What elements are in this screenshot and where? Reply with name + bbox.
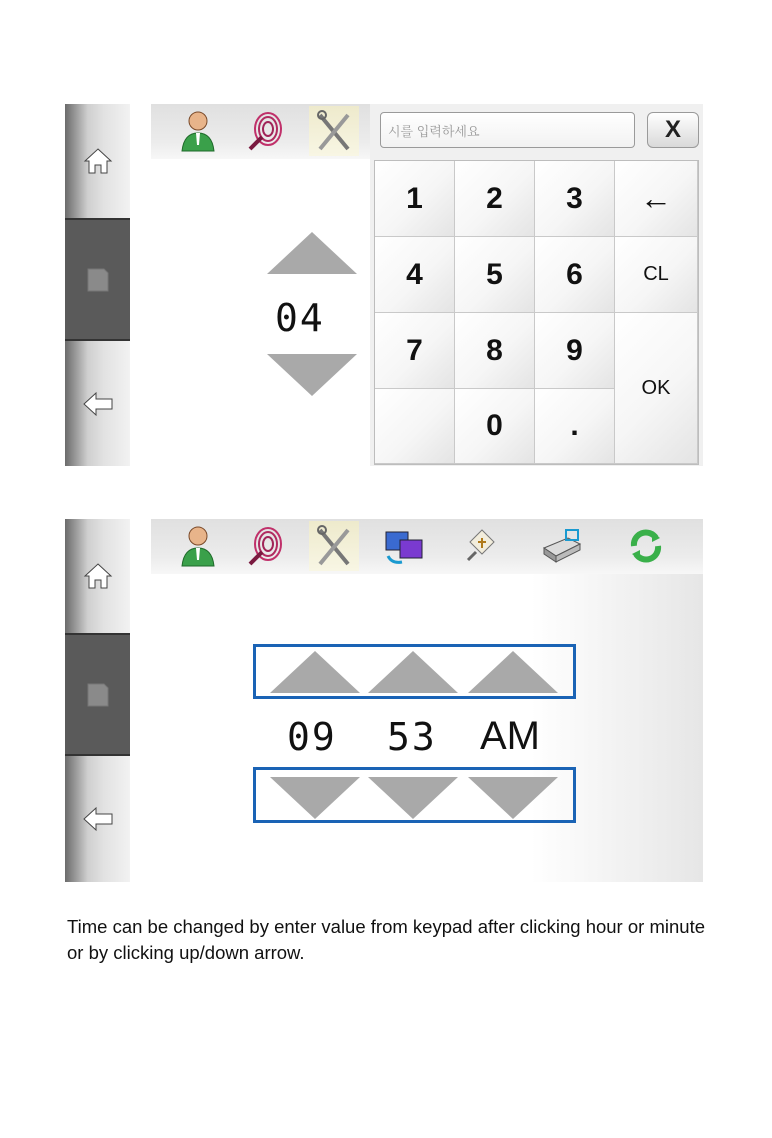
refresh-icon — [626, 526, 666, 566]
sidebar — [65, 104, 130, 466]
home-button[interactable] — [65, 104, 130, 218]
key-6[interactable]: 6 — [535, 237, 615, 313]
keypad-input[interactable]: 시를 입력하세요 — [380, 112, 635, 148]
back-button[interactable] — [65, 341, 130, 466]
key-backspace[interactable]: ← — [615, 161, 698, 237]
save-button[interactable] — [65, 220, 130, 339]
keypad-grid — [374, 160, 699, 465]
up-arrows-highlight — [253, 644, 576, 699]
hour-value[interactable]: 09 — [287, 715, 337, 759]
network-icon — [382, 526, 426, 566]
user-tool[interactable] — [173, 521, 223, 571]
tools-icon — [314, 524, 354, 568]
fingerprint-icon — [246, 109, 286, 153]
key-dot[interactable]: . — [535, 389, 615, 464]
time-setting-screen — [65, 519, 703, 882]
back-arrow-icon — [82, 391, 114, 417]
back-button[interactable] — [65, 756, 130, 882]
refresh-tool[interactable] — [621, 521, 671, 571]
key-1[interactable]: 1 — [375, 161, 455, 237]
fingerprint-tool[interactable] — [241, 521, 291, 571]
usb-tool[interactable] — [455, 521, 505, 571]
printer-tool[interactable] — [537, 521, 587, 571]
tools-tool[interactable] — [309, 521, 359, 571]
key-3[interactable]: 3 — [535, 161, 615, 237]
home-icon — [83, 147, 113, 175]
save-icon — [87, 268, 109, 292]
printer-icon — [540, 526, 584, 566]
key-9[interactable]: 9 — [535, 313, 615, 389]
ampm-value[interactable]: AM — [480, 714, 540, 758]
usb-icon — [460, 524, 500, 568]
toolbar — [151, 104, 371, 159]
home-button[interactable] — [65, 519, 130, 633]
key-7[interactable]: 7 — [375, 313, 455, 389]
save-icon — [87, 683, 109, 707]
sidebar — [65, 519, 130, 882]
toolbar — [151, 519, 703, 574]
key-blank — [375, 389, 455, 464]
key-0[interactable]: 0 — [455, 389, 535, 464]
key-4[interactable]: 4 — [375, 237, 455, 313]
network-tool[interactable] — [379, 521, 429, 571]
keypad-screen — [65, 104, 703, 466]
user-icon — [178, 524, 218, 568]
tools-icon — [314, 109, 354, 153]
down-arrows-highlight — [253, 767, 576, 823]
caption-text: Time can be changed by enter value from keypad after clicking hour or minute or by clicking up/down arrow. — [67, 916, 705, 963]
home-icon — [83, 562, 113, 590]
save-button[interactable] — [65, 635, 130, 754]
key-2[interactable]: 2 — [455, 161, 535, 237]
key-5[interactable]: 5 — [455, 237, 535, 313]
key-clear[interactable]: CL — [615, 237, 698, 313]
fingerprint-tool[interactable] — [241, 106, 291, 156]
tools-tool[interactable] — [309, 106, 359, 156]
back-arrow-icon — [82, 806, 114, 832]
fingerprint-icon — [246, 524, 286, 568]
user-icon — [178, 109, 218, 153]
user-tool[interactable] — [173, 106, 223, 156]
keypad-close-button[interactable]: X — [647, 112, 699, 148]
key-8[interactable]: 8 — [455, 313, 535, 389]
hour-down-arrow[interactable] — [267, 354, 357, 396]
minute-value[interactable]: 53 — [387, 715, 437, 759]
numeric-keypad — [370, 104, 703, 466]
key-ok[interactable]: OK — [615, 313, 698, 464]
hour-up-arrow[interactable] — [267, 232, 357, 274]
hour-value[interactable]: 04 — [275, 296, 325, 340]
